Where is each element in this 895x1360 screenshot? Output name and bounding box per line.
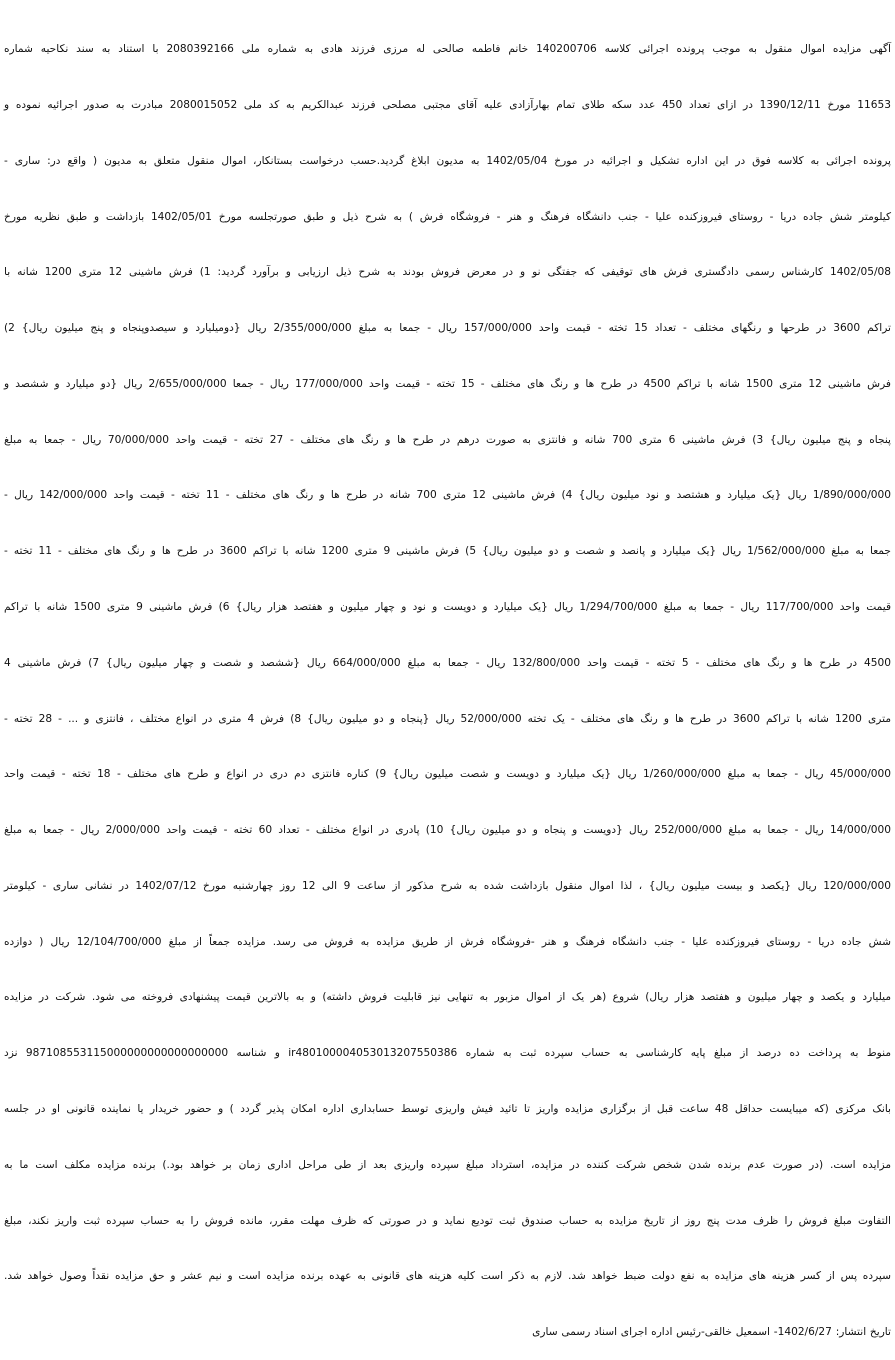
notice-line-13: متری 1200 شانه با تراکم 3600 در طرح ها و رنگ های مختلف - یک تخته 52/000/000 ریال {پنجاه و دو میلیون ریال} 8) فرش 4 متری در انواع مختلف ، فانتزی و ... - 28 تخته - — [4, 712, 891, 725]
notice-line-10: جمعا به مبلغ 1/562/000/000 ریال {یک میلیارد و پانصد و شصت و دو میلیون ریال} 5) فرش ماشینی 9 متری 1200 شانه با تراکم 3600 در طرح ها و رنگ های مختلف - 11 تخته - — [4, 545, 891, 558]
notice-line-3: پرونده اجرائی به کلاسه فوق در این اداره تشکیل و اجرائیه در مورخ 1402/05/04 به مدیون ابلاغ گردید.حسب درخواست بستانکار، اموال منقول متعلق به مدیون ( واقع در: ساری - — [4, 154, 891, 167]
notice-line-8: پنجاه و پنج میلیون ریال} 3) فرش ماشینی 6 متری 700 شانه و فانتزی به صورت درهم در طرح ها و رنگ های مختلف - 27 تخته - قیمت واحد 70/000/000 ریال - جمعا به مبلغ — [4, 433, 891, 446]
notice-line-20: بانک مرکزی (که میبایست حداقل 48 ساعت قبل از برگزاری مزایده واریز تا تائید فیش واریزی توسط حسابداری اداره امکان پذیر گردد ) و حضور خریدار یا نماینده قانونی او در جلسه — [4, 1103, 891, 1116]
notice-line-15: 14/000/000 ریال - جمعا به مبلغ 252/000/000 ریال {دویست و پنجاه و دو میلیون ریال} 10) پادری در انواع مختلف - تعداد 60 تخته - قیمت واحد 2/000/000 ریال - جمعا به مبلغ — [4, 824, 891, 837]
notice-line-22: التفاوت مبلغ فروش را ظرف مدت پنج روز از تاریخ مزایده به حساب صندوق ثبت تودیع نماید و در صورتی که ظرف مهلت مقرر، مانده فروش را به حساب سپرده ثبت واریز نکند، مبلغ — [4, 1214, 891, 1227]
notice-line-17: شش جاده دریا - روستای فیروزکنده علیا - جنب دانشگاه فرهنگ و هنر -فروشگاه فرش از طریق مزایده به فروش می رسد. مزایده جمعاً از مبلغ 12/104/700/000 ریال ( دوازده — [4, 935, 891, 948]
notice-line-21: مزایده است. (در صورت عدم برنده شدن شخص شرکت کننده در مزایده، استرداد مبلغ سپرده واریزی بعد از طی مراحل اداری زمان بر خواهد بود.) برنده مزایده مکلف است ما به — [4, 1158, 891, 1171]
notice-line-11: قیمت واحد 117/700/000 ریال - جمعا به مبلغ 1/294/700/000 ریال {یک میلیارد و دویست و نود و چهار میلیون و هفتصد هزار ریال} 6) فرش ماشینی 9 متری 1500 شانه با تراکم — [4, 601, 892, 613]
notice-line-1: آگهی مزایده اموال منقول به موجب پرونده اجرائی کلاسه 140200706 خانم فاطمه صالحی له مرزی فرزند هادی به شماره ملی 2080392166 با استناد به سند نکاحیه شماره — [4, 43, 891, 56]
notice-line-23: سپرده پس از کسر هزینه های مزایده به نفع دولت ضبط خواهد شد. لازم به ذکر است کلیه هزینه های قانونی به عهده برنده مزایده است و نیم عشر و حق مزایده نقداً وصول خواهد شد. — [4, 1270, 891, 1283]
notice-line-5: 1402/05/08 کارشناس رسمی دادگستری فرش های توقیفی که جفتگی نو و در معرض فروش بودند به شرح ذیل ارزیابی و برآورد گردید: 1) فرش ماشینی 12 متری 1200 شانه با — [4, 266, 892, 279]
notice-line-14: 45/000/000 ریال - جمعا به مبلغ 1/260/000/000 ریال {یک میلیارد و دویست و شصت میلیون ریال} 9) کناره فانتزی دم دری در انواع و طرح های مختلف - 18 تخته - قیمت واحد — [4, 768, 892, 781]
notice-line-19: منوط به پرداخت ده درصد از مبلغ پایه کارشناسی به حساب سپرده ثبت به شماره ir480100004053013207550386 و شناسه 987108553115000000000000000000 نزد — [4, 1047, 892, 1060]
notice-line-6: تراکم 3600 در طرحها و رنگهای مختلف - تعداد 15 تخته - قیمت واحد 157/000/000 ریال - جمعا به مبلغ 2/355/000/000 ریال {دومیلیارد و سیصدوپنجاه و پنج میلیون ریال} 2) — [4, 322, 891, 335]
notice-line-9: 1/890/000/000 ریال {یک میلیارد و هشتصد و نود میلیون ریال} 4) فرش ماشینی 12 متری 700 شانه در طرح ها و رنگ های مختلف - 11 تخته - قیمت واحد 142/000/000 ریال - — [4, 489, 891, 502]
notice-line-18: میلیارد و یکصد و چهار میلیون و هفتصد هزار ریال) شروع (هر یک از اموال مزبور به تنهایی نیز قابلیت فروش داشته) و به بالاترین قیمت پیشنهادی فروخته می شود. شرکت در مزایده — [4, 991, 891, 1004]
notice-line-4: کیلومتر شش جاده دریا - روستای فیروزکنده علیا - جنب دانشگاه فرهنگ و هنر - فروشگاه فرش ) به شرح ذیل و طبق صورتجلسه مورخ 1402/05/01 بازداشت و طبق نظریه مورخ — [4, 210, 891, 223]
notice-line-7: فرش ماشینی 12 متری 1500 شانه با تراکم 4500 در طرح ها و رنگ های مختلف - 15 تخته - قیمت واحد 177/000/000 ریال - جمعا 2/655/000/000 ریال {دو میلیارد و ششصد و — [4, 377, 891, 390]
notice-line-2: 11653 مورخ 1390/12/11 در ازای تعداد 450 عدد سکه طلای تمام بهارآزادی علیه آقای مجتبی مصلحی فرزند عبدالکریم به کد ملی 2080015052 مبادرت به صدور اجرائیه نموده و — [4, 98, 891, 111]
notice-signature-line: تاریخ انتشار: 1402/6/27- اسمعیل خالقی-رئیس اداره اجرای اسناد رسمی ساری — [532, 1326, 891, 1339]
notice-line-12: 4500 در طرح ها و رنگ های مختلف - 5 تخته - قیمت واحد 132/800/000 ریال - جمعا به مبلغ 664/000/000 ریال {ششصد و شصت و چهار میلیون ریال} 7) فرش ماشینی 4 — [4, 656, 891, 669]
notice-line-16: 120/000/000 ریال {یکصد و بیست میلیون ریال} ، لذا اموال منقول بازداشت شده به شرح مذکور از ساعت 9 الی 12 روز چهارشنبه مورخ 1402/07/12 در نشانی ساری - کیلومتر — [4, 879, 891, 892]
